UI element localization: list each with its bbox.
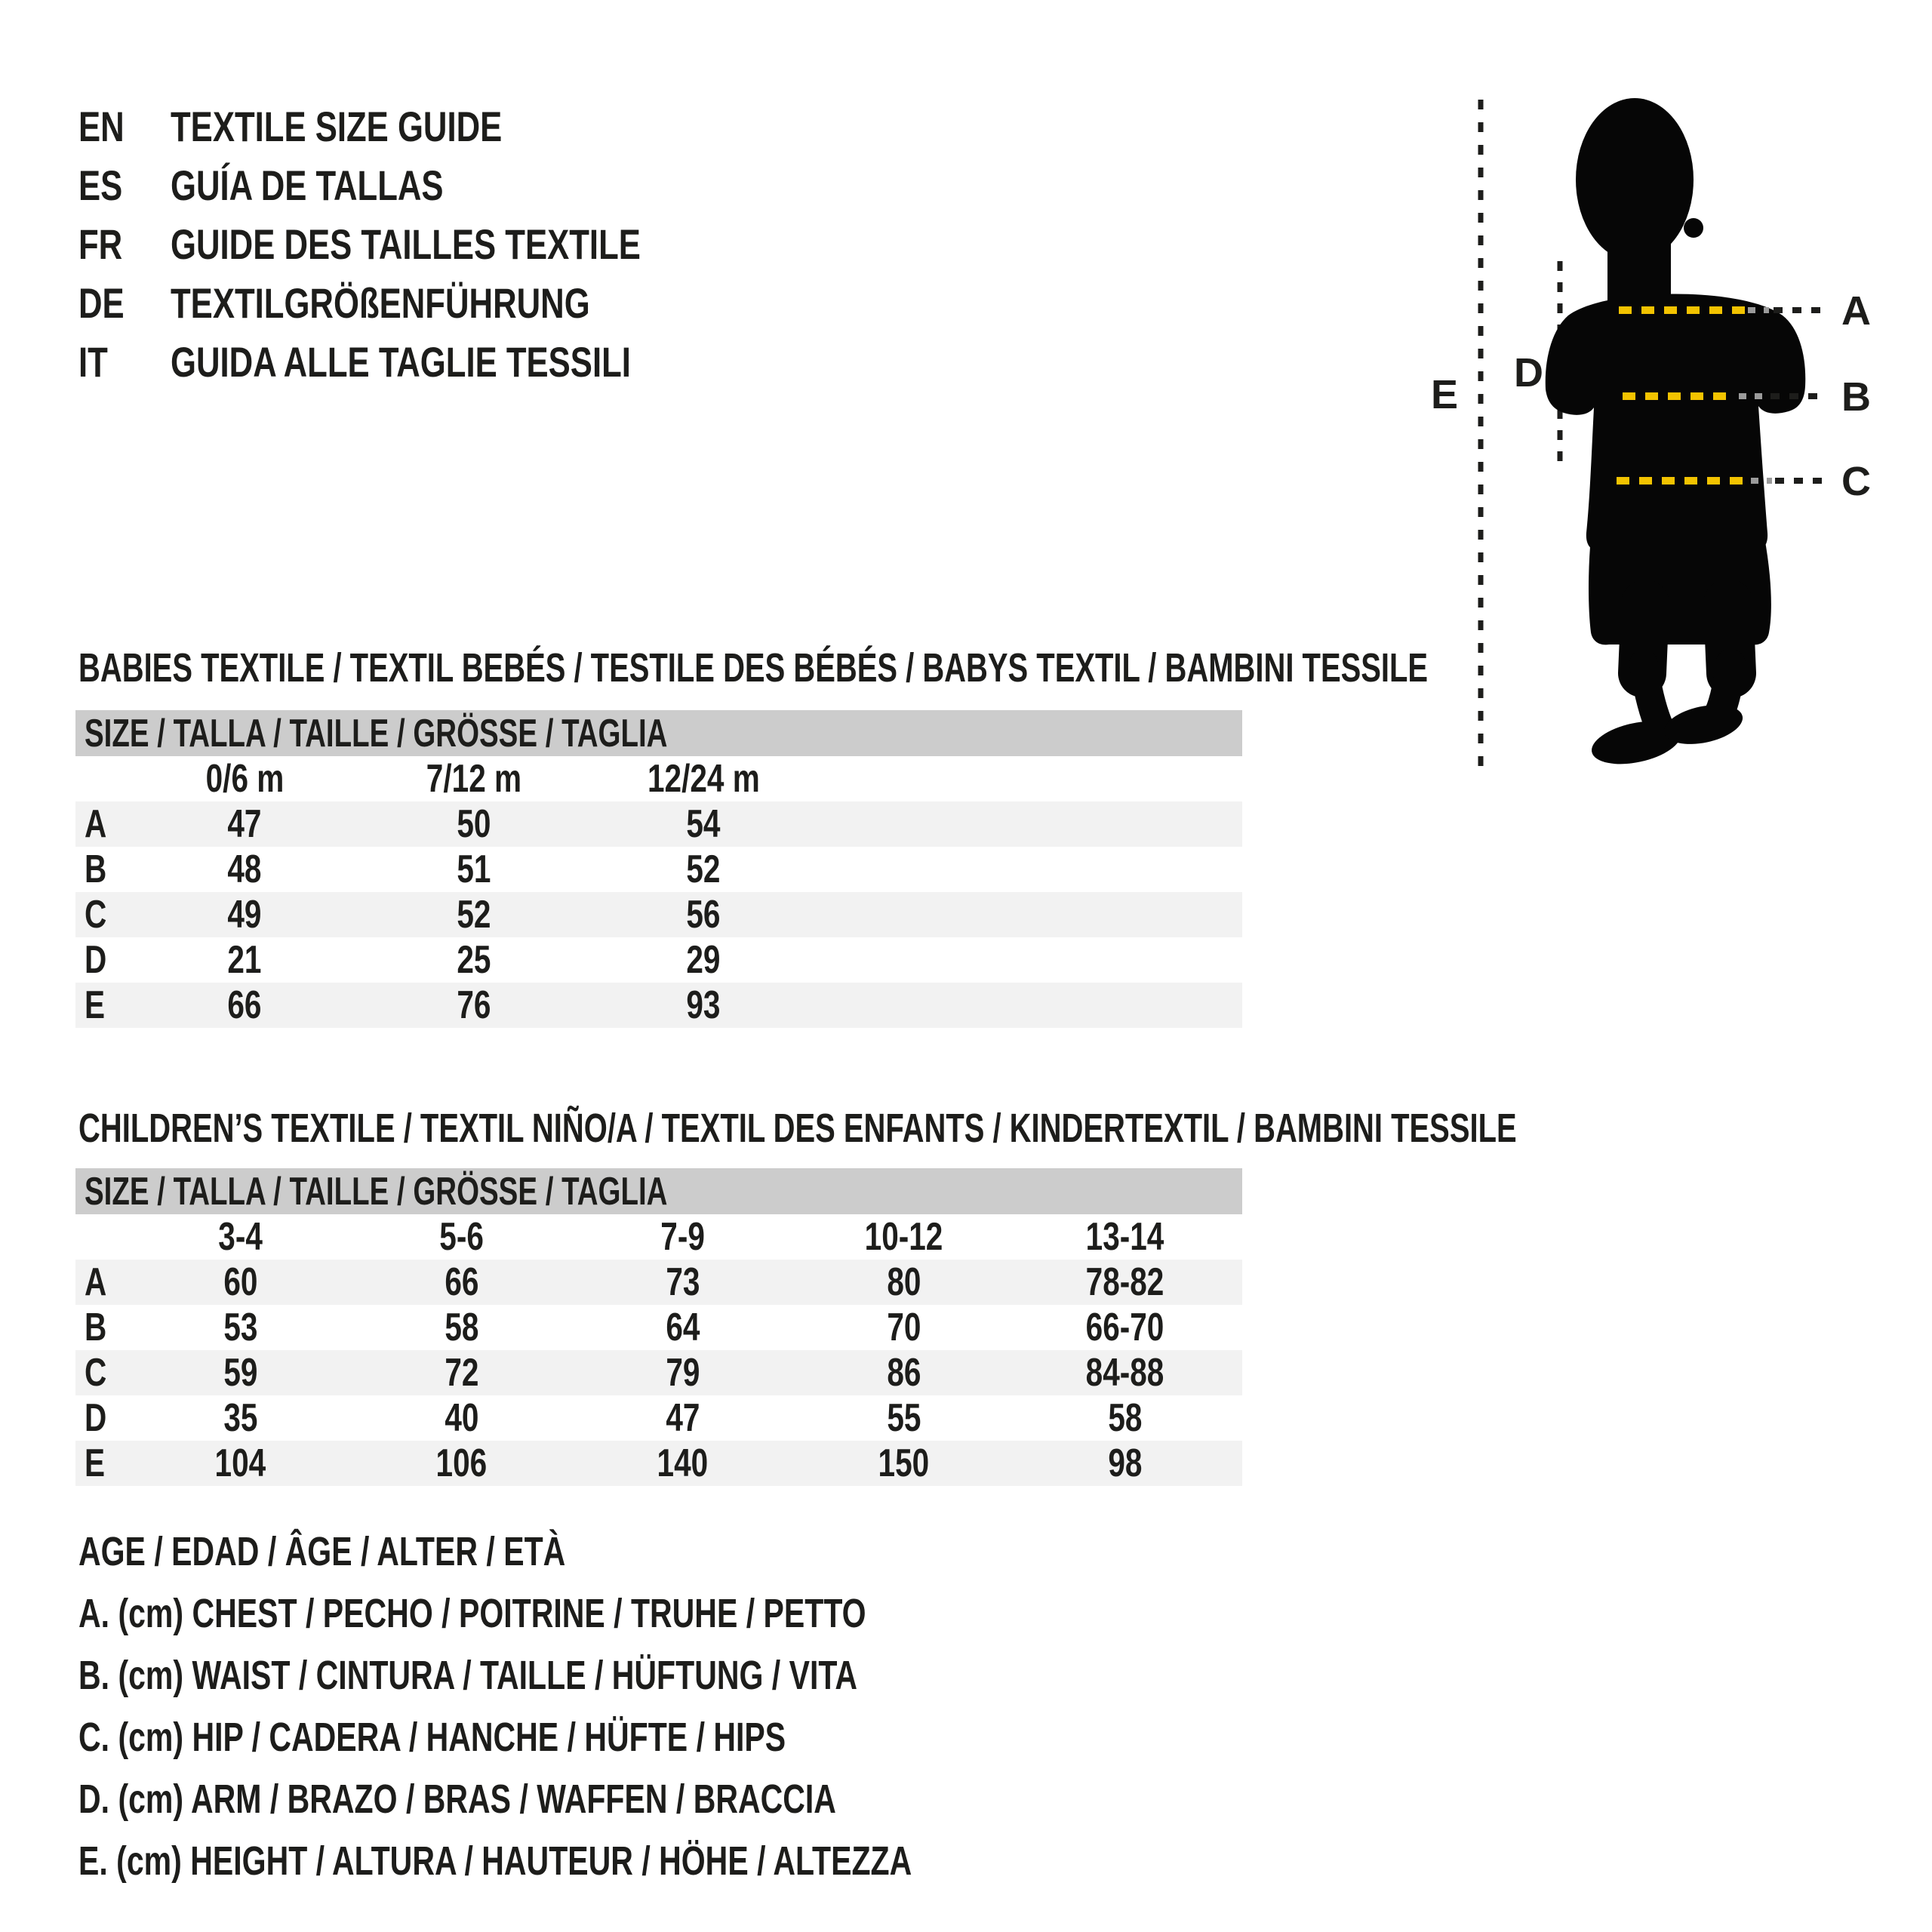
table-cell — [572, 1350, 793, 1395]
table-row-e — [75, 983, 1242, 1028]
cell-text: 35 — [223, 1396, 258, 1440]
cell-text: 93 — [686, 983, 721, 1027]
table-cell — [130, 983, 359, 1028]
table-cell — [1014, 1305, 1235, 1350]
table-cell — [572, 1260, 793, 1305]
figure-label-e: E — [1431, 372, 1459, 417]
row-label — [75, 847, 130, 892]
column-header-text: 13-14 — [1085, 1215, 1164, 1259]
table-cell — [130, 1395, 351, 1441]
cell-text: 106 — [435, 1441, 488, 1485]
row-label-text: C — [85, 893, 107, 937]
silhouette-ear — [1684, 218, 1703, 238]
cell-text: 52 — [686, 848, 721, 891]
language-code — [78, 161, 171, 210]
row-label-text: D — [85, 938, 107, 982]
cell-text: 86 — [886, 1351, 921, 1395]
table-cell — [589, 937, 818, 983]
cell-text: 70 — [886, 1306, 921, 1349]
column-header — [130, 756, 359, 801]
cell-text: 58 — [444, 1306, 479, 1349]
row-label — [75, 1260, 130, 1305]
size-header-label: SIZE / TALLA / TAILLE / GRÖSSE / TAGLIA — [85, 1169, 668, 1214]
figure-label-c: C — [1841, 459, 1871, 504]
table-cell — [130, 1305, 351, 1350]
cell-text: 47 — [227, 802, 262, 846]
table-cell — [793, 1260, 1014, 1305]
language-row-it — [78, 332, 774, 391]
language-row-en — [78, 97, 774, 155]
table-cell — [351, 1305, 572, 1350]
cell-text: 25 — [457, 938, 491, 982]
language-code-text: ES — [78, 161, 123, 209]
silhouette-neck — [1607, 223, 1671, 306]
cell-text: 55 — [886, 1396, 921, 1440]
table-cell — [793, 1395, 1014, 1441]
table-row-b — [75, 847, 1242, 892]
figure-label-a: A — [1841, 288, 1871, 334]
children-column-header-row — [75, 1214, 1242, 1260]
language-code — [78, 337, 171, 386]
legend-text: AGE / EDAD / ÂGE / ALTER / ETÀ — [78, 1529, 566, 1574]
cell-text: 54 — [686, 802, 721, 846]
language-row-es — [78, 155, 774, 214]
table-row-e — [75, 1441, 1242, 1486]
table-cell — [793, 1305, 1014, 1350]
babies-section-title — [78, 645, 1902, 691]
table-cell — [793, 1441, 1014, 1486]
table-cell — [1014, 1441, 1235, 1486]
language-code — [78, 220, 171, 269]
table-cell — [359, 847, 589, 892]
table-cell — [359, 801, 589, 847]
column-header-text: 7/12 m — [426, 757, 522, 801]
cell-text: 48 — [227, 848, 262, 891]
cell-text: 66-70 — [1085, 1306, 1164, 1349]
table-cell — [359, 937, 589, 983]
table-cell — [130, 801, 359, 847]
legend-line-height — [78, 1830, 1175, 1892]
size-header-label: SIZE / TALLA / TAILLE / GRÖSSE / TAGLIA — [85, 711, 668, 755]
legend-line-hip — [78, 1706, 1175, 1768]
table-cell — [359, 983, 589, 1028]
column-header-text: 3-4 — [218, 1215, 263, 1259]
legend-line-arm — [78, 1768, 1175, 1830]
table-row-d — [75, 1395, 1242, 1441]
table-cell — [130, 1260, 351, 1305]
cell-text: 64 — [665, 1306, 700, 1349]
row-label-text: C — [85, 1351, 107, 1395]
table-cell — [359, 892, 589, 937]
row-label-text: B — [85, 1306, 107, 1349]
row-label — [75, 1441, 130, 1486]
language-code — [78, 102, 171, 151]
column-header-text: 12/24 m — [647, 757, 760, 801]
language-code-text: FR — [78, 220, 123, 268]
row-label — [75, 983, 130, 1028]
babies-size-table — [75, 710, 1242, 1028]
row-label — [75, 801, 130, 847]
language-code-text: EN — [78, 102, 125, 150]
measurement-legend — [78, 1521, 1175, 1892]
cell-text: 79 — [665, 1351, 700, 1395]
language-title: TEXTILGRÖßENFÜHRUNG — [171, 278, 590, 327]
children-section-title-text: CHILDREN’S TEXTILE / TEXTIL NIÑO/A / TEXTIL DES ENFANTS / KINDERTEXTIL / BAMBINI TESSILE — [78, 1106, 1517, 1151]
table-cell — [351, 1350, 572, 1395]
language-code — [78, 278, 171, 328]
cell-text: 60 — [223, 1260, 258, 1304]
table-row-b — [75, 1305, 1242, 1350]
table-cell — [1014, 1395, 1235, 1441]
legend-text: A. (cm) CHEST / PECHO / POITRINE / TRUHE / PETTO — [78, 1591, 866, 1636]
row-label-text: A — [85, 802, 107, 846]
cell-text: 52 — [457, 893, 491, 937]
language-row-fr — [78, 214, 774, 273]
table-cell — [351, 1441, 572, 1486]
column-header — [589, 756, 818, 801]
legend-text: E. (cm) HEIGHT / ALTURA / HAUTEUR / HÖHE / ALTEZZA — [78, 1838, 912, 1884]
cell-text: 72 — [444, 1351, 479, 1395]
language-code-text: IT — [78, 337, 108, 386]
column-header — [1014, 1214, 1235, 1260]
cell-text: 150 — [878, 1441, 930, 1485]
row-label-text: E — [85, 1441, 106, 1485]
row-label-text: E — [85, 983, 106, 1027]
silhouette-tshirt — [1546, 294, 1806, 552]
table-cell — [351, 1260, 572, 1305]
cell-text: 98 — [1107, 1441, 1143, 1485]
table-row-c — [75, 892, 1242, 937]
row-label-text: D — [85, 1396, 107, 1440]
legend-text: C. (cm) HIP / CADERA / HANCHE / HÜFTE / HIPS — [78, 1715, 786, 1760]
legend-line-waist — [78, 1644, 1175, 1706]
row-label — [75, 1305, 130, 1350]
language-code-text: DE — [78, 278, 125, 327]
column-header-text: 10-12 — [864, 1215, 943, 1259]
cell-text: 66 — [227, 983, 262, 1027]
children-section-title — [78, 1108, 1932, 1149]
cell-text: 29 — [686, 938, 721, 982]
babies-section-title-text: BABIES TEXTILE / TEXTIL BEBÉS / TESTILE DES BÉBÉS / BABYS TEXTIL / BAMBINI TESSILE — [78, 645, 1429, 691]
table-cell — [572, 1395, 793, 1441]
row-label — [75, 892, 130, 937]
table-row-a — [75, 801, 1242, 847]
cell-text: 76 — [457, 983, 491, 1027]
table-cell — [1014, 1260, 1235, 1305]
column-header — [572, 1214, 793, 1260]
legend-text: B. (cm) WAIST / CINTURA / TAILLE / HÜFTUNG / VITA — [78, 1653, 858, 1698]
babies-table-header-bar — [75, 710, 1242, 756]
row-label — [75, 1395, 130, 1441]
children-table-header-bar — [75, 1168, 1242, 1214]
babies-column-header-row — [75, 756, 1242, 801]
cell-text: 104 — [214, 1441, 266, 1485]
table-row-d — [75, 937, 1242, 983]
children-size-table — [75, 1168, 1242, 1486]
legend-text: D. (cm) ARM / BRAZO / BRAS / WAFFEN / BRACCIA — [78, 1777, 836, 1822]
table-cell — [589, 801, 818, 847]
table-cell — [130, 1350, 351, 1395]
cell-text: 51 — [457, 848, 491, 891]
column-header-text: 7-9 — [660, 1215, 705, 1259]
table-cell — [572, 1305, 793, 1350]
column-header-text: 0/6 m — [205, 757, 284, 801]
table-cell — [130, 892, 359, 937]
language-title: GUÍA DE TALLAS — [171, 161, 444, 209]
cell-text: 84-88 — [1085, 1351, 1164, 1395]
cell-text: 50 — [457, 802, 491, 846]
cell-text: 21 — [227, 938, 262, 982]
cell-text: 140 — [657, 1441, 709, 1485]
legend-line-chest — [78, 1583, 1175, 1644]
cell-text: 59 — [223, 1351, 258, 1395]
table-row-c — [75, 1350, 1242, 1395]
column-header-text: 5-6 — [439, 1215, 484, 1259]
table-cell — [589, 892, 818, 937]
column-header — [351, 1214, 572, 1260]
cell-text: 78-82 — [1085, 1260, 1164, 1304]
table-row-a — [75, 1260, 1242, 1305]
table-cell — [130, 847, 359, 892]
cell-text: 40 — [444, 1396, 479, 1440]
row-label-text: B — [85, 848, 107, 891]
cell-text: 66 — [444, 1260, 479, 1304]
row-label — [75, 937, 130, 983]
language-row-de — [78, 273, 774, 332]
language-title: TEXTILE SIZE GUIDE — [171, 102, 503, 150]
cell-text: 49 — [227, 893, 262, 937]
figure-label-d: D — [1514, 350, 1543, 395]
figure-label-b: B — [1841, 374, 1871, 420]
table-cell — [589, 983, 818, 1028]
table-cell — [589, 847, 818, 892]
cell-text: 80 — [886, 1260, 921, 1304]
table-cell — [130, 937, 359, 983]
row-label — [75, 1350, 130, 1395]
cell-text: 56 — [686, 893, 721, 937]
table-cell — [351, 1395, 572, 1441]
cell-text: 47 — [665, 1396, 700, 1440]
language-title: GUIDA ALLE TAGLIE TESSILI — [171, 337, 631, 386]
table-cell — [1014, 1350, 1235, 1395]
table-cell — [793, 1350, 1014, 1395]
cell-text: 58 — [1107, 1396, 1143, 1440]
column-header — [793, 1214, 1014, 1260]
legend-line-age — [78, 1521, 1175, 1583]
cell-text: 53 — [223, 1306, 258, 1349]
column-header — [359, 756, 589, 801]
table-cell — [572, 1441, 793, 1486]
column-header — [130, 1214, 351, 1260]
language-title-list — [78, 97, 774, 391]
cell-text: 73 — [665, 1260, 700, 1304]
language-title: GUIDE DES TAILLES TEXTILE — [171, 220, 641, 268]
table-cell — [130, 1441, 351, 1486]
row-label-text: A — [85, 1260, 107, 1304]
